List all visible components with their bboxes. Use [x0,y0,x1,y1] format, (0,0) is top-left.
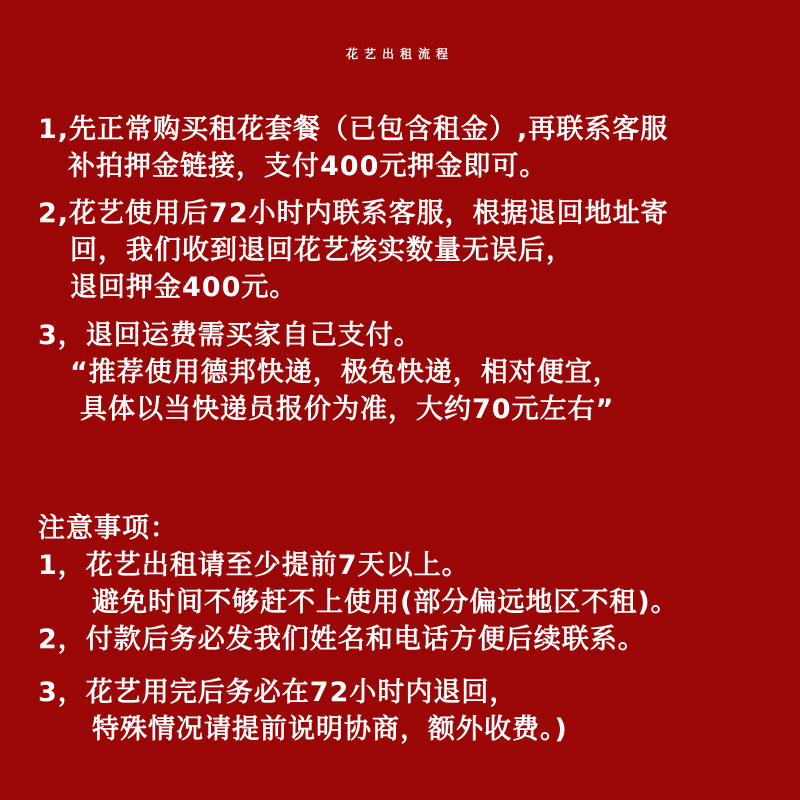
process-step-1-line-2: 补拍押金链接，支付400元押金即可。 [68,151,548,182]
process-step-1-line-1: 1,先正常购买租花套餐（已包含租金）,再联系客服 [38,114,669,145]
notes-heading: 注意事项： [38,513,178,544]
page-title: 花艺出租流程 [345,47,454,61]
note-1-line-2: 避免时间不够赶不上使用(部分偏远地区不租)。 [92,587,679,618]
note-1-line-1: 1，花艺出租请至少提前7天以上。 [38,550,470,581]
process-step-3-line-1: 3，退回运费需买家自己支付。 [38,320,422,351]
note-3-line-1: 3，花艺用完后务必在72小时内退回， [38,677,518,708]
process-step-3-line-3: 具体以当快递员报价为准，大约70元左右” [80,394,615,425]
note-3-line-2: 特殊情况请提前说明协商，额外收费。) [92,714,568,745]
process-step-2-line-2: 回，我们收到退回花艺核实数量无误后， [70,235,574,266]
note-2-line-1: 2，付款后务必发我们姓名和电话方便后续联系。 [38,624,646,655]
process-step-3-line-2: “推荐使用德邦快递，极兔快递，相对便宜， [70,357,621,388]
process-step-2-line-1: 2,花艺使用后72小时内联系客服，根据退回地址寄 [38,198,669,229]
process-step-2-line-3: 退回押金400元。 [70,272,298,303]
